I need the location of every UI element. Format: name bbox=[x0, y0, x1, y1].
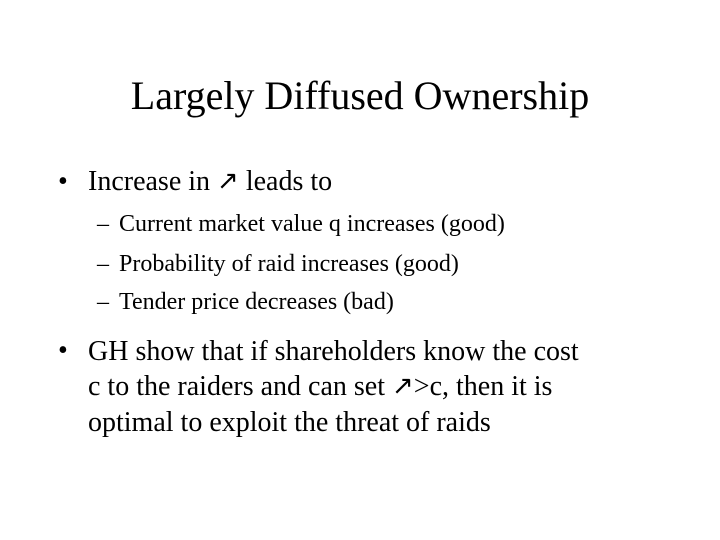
bullet-text bbox=[88, 165, 332, 199]
bullet-line-3: optimal to exploit the threat of raids bbox=[88, 407, 491, 438]
arrow-symbol-icon: ↗ bbox=[391, 371, 414, 401]
sub-bullet-market-value bbox=[97, 209, 505, 239]
bullet-marker: • bbox=[58, 335, 68, 366]
sub-bullet-marker: – bbox=[97, 251, 109, 277]
sub-bullet-raid-probability bbox=[97, 249, 459, 279]
arrow-symbol-icon: ↗ bbox=[217, 166, 239, 196]
sub-bullet-text: Tender price decreases (bad) bbox=[119, 289, 394, 315]
bullet-text-before: Increase in bbox=[88, 166, 218, 197]
slide-title: Largely Diffused Ownership bbox=[130, 73, 590, 118]
bullet-line-2-before: c to the raiders and can set bbox=[88, 371, 392, 402]
bullet-line-2 bbox=[88, 369, 688, 405]
sub-bullet-marker: – bbox=[97, 289, 109, 315]
sub-bullet-marker: – bbox=[97, 211, 109, 237]
bullet-line-2-after: >c, then it is bbox=[413, 371, 553, 402]
bullet-text-after: leads to bbox=[238, 166, 333, 197]
sub-bullet-tender-price bbox=[97, 287, 394, 317]
sub-bullet-text: Current market value q increases (good) bbox=[119, 211, 505, 237]
sub-bullet-text: Probability of raid increases (good) bbox=[119, 251, 459, 277]
bullet-marker: • bbox=[58, 166, 68, 197]
bullet-text bbox=[88, 334, 688, 440]
bullet-line-1: GH show that if shareholders know the cost bbox=[88, 336, 579, 367]
